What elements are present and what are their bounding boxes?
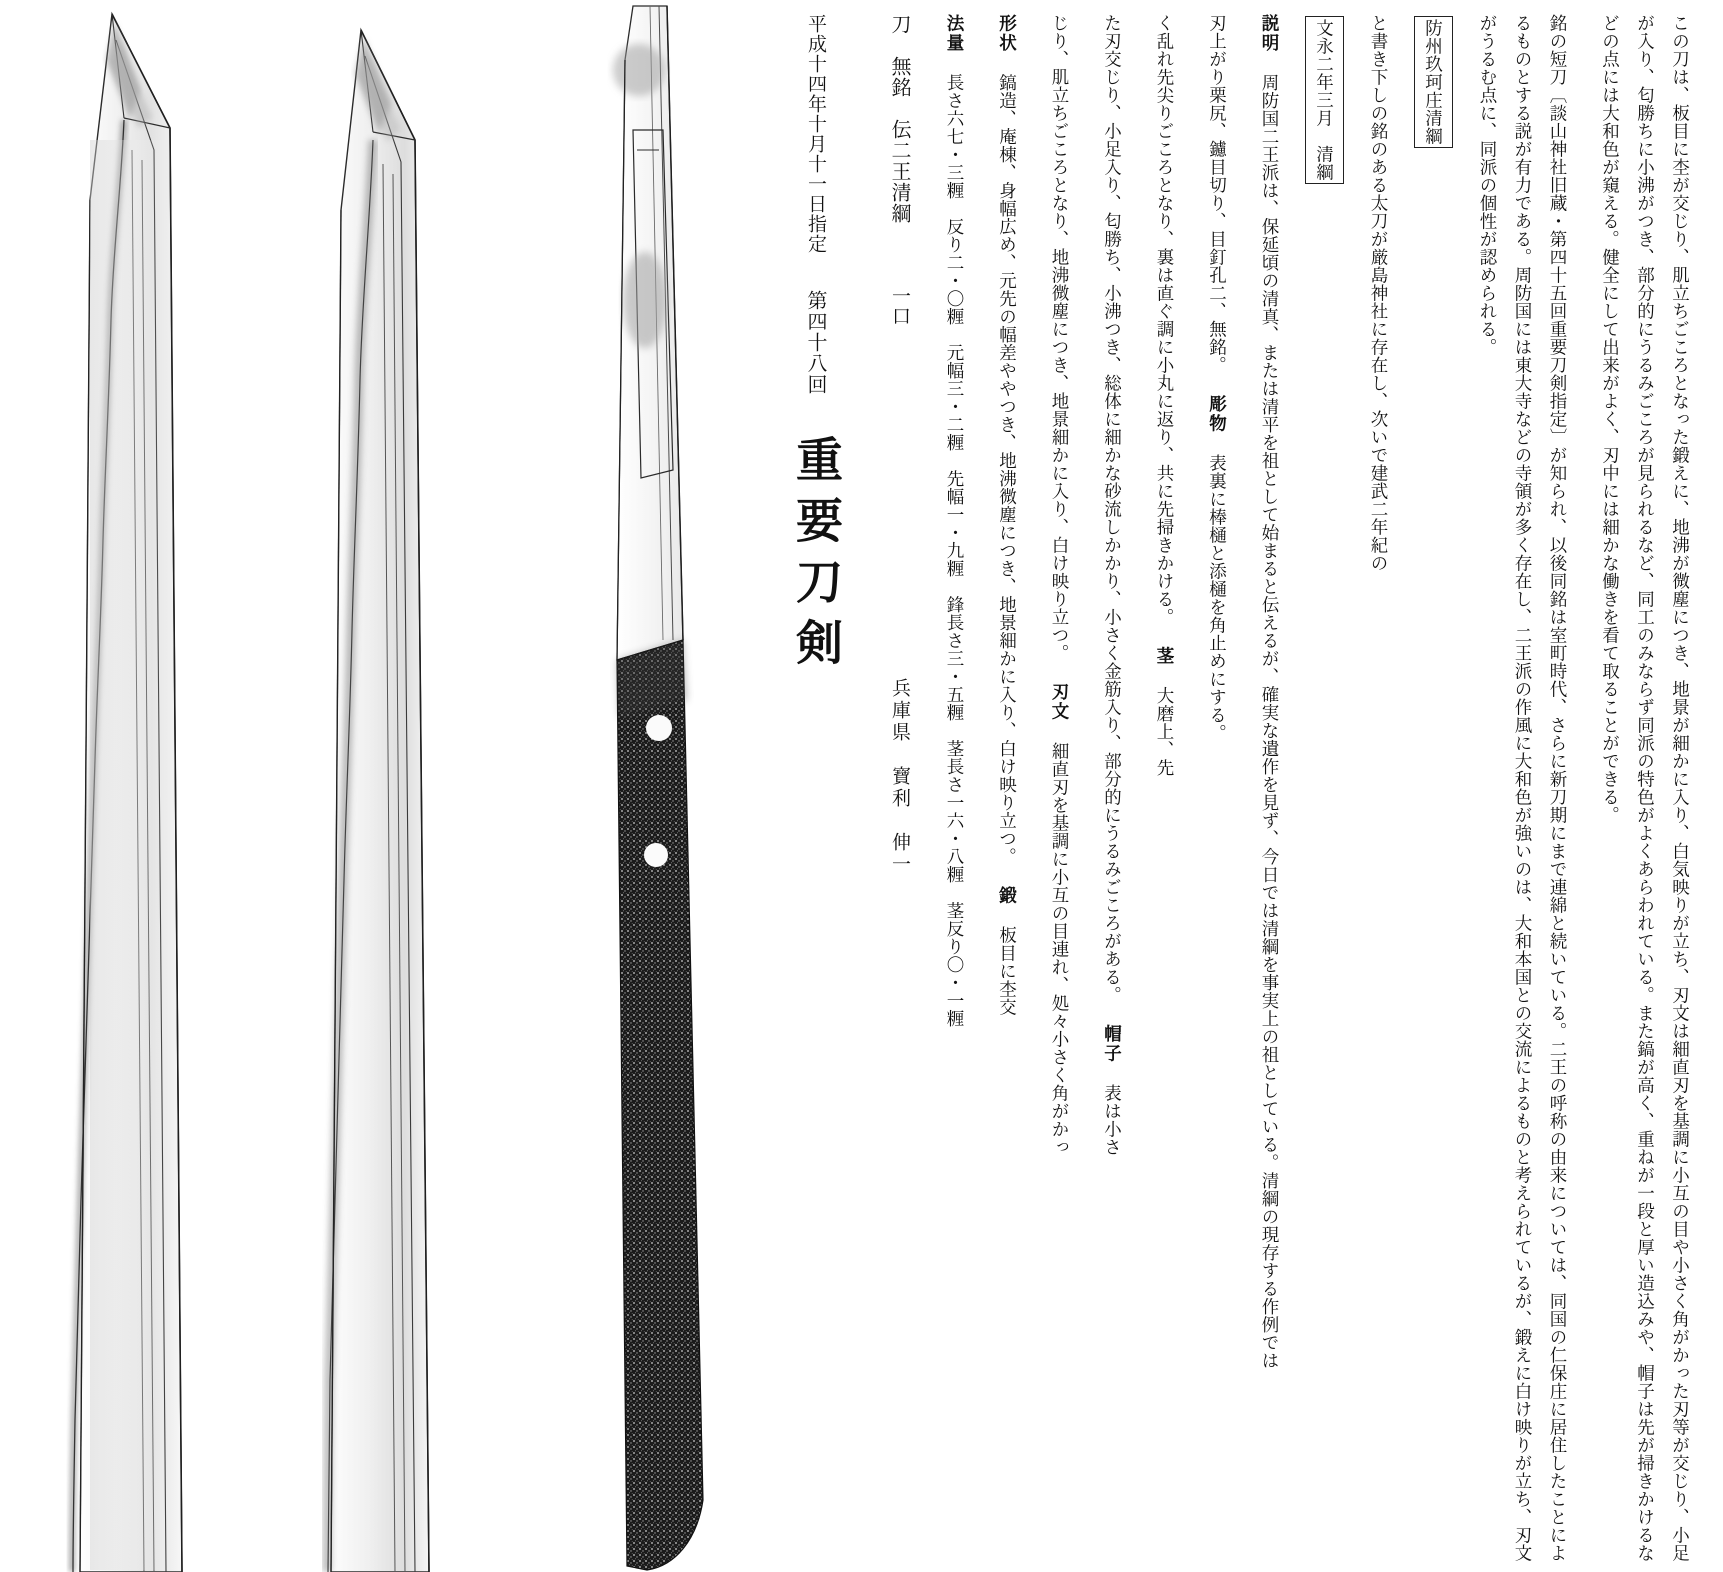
explanation-paragraph-1: 周防国二王派は、保延頃の清真、または清平を祖として始まると伝えるが、確実な遺作を見ず、今日では清綱を事実上の祖としている。清綱の現存する作例では bbox=[1260, 73, 1280, 1370]
explanation-paragraph-4: この刀は、板目に杢が交じり、肌立ちごころとなった鍛えに、地沸が微塵につき、地景が細かに入り、白気映りが立ち、刃文は細直刃を基調に小互の目や小さく角がかった刃等が交じり、小足が入り、匂勝ちに小沸がつき、部分的にうるみごころが見られるなど、同工のみならず同派の特色がよくあらわれている。また鎬が高く、重ねが一段と厚い造込みや、帽子は先が掃きかけるなどの点には大和色が窺える。健全にして出来がよく、刃中には細かな働きを看て取ることができる。 bbox=[1600, 14, 1691, 1562]
explanation-section bbox=[1252, 14, 1287, 1562]
illustration-plate bbox=[0, 0, 860, 1572]
shape-line-5 bbox=[1200, 14, 1235, 1562]
horimono-label: 彫物 bbox=[1207, 394, 1228, 434]
nakago-label: 茎 bbox=[1155, 646, 1175, 666]
shape-section bbox=[990, 14, 1025, 1562]
shape-text: 鎬造、庵棟、身幅広め、元先の幅差ややつき、地沸微塵につき、地景細かに入り、白け映り立つ。 bbox=[997, 73, 1018, 866]
item-owner: 兵庫県 寶利 伸一 bbox=[889, 678, 910, 876]
hamon-label: 刃文 bbox=[1050, 682, 1070, 722]
session-number: 第四十八回 bbox=[804, 290, 826, 395]
item-designation: 刀 無銘 伝二王清綱 bbox=[888, 14, 910, 224]
explanation-quote-2: 防州玖珂庄清綱 bbox=[1414, 16, 1453, 148]
boshi-text: 表は小さ bbox=[1102, 1084, 1123, 1156]
nakago-text: 大磨上、先 bbox=[1155, 686, 1175, 777]
measurements-section bbox=[937, 14, 972, 1562]
shape-text-3: た刃交じり、小足入り、匂勝ち、小沸つき、総体に細かな砂流しかかり、小さく金筋入り、部分的にうるみごころがある。 bbox=[1102, 14, 1123, 1004]
shape-line-3 bbox=[1095, 14, 1130, 1562]
explanation-paragraph-2: と書き下しの銘のある太刀が厳島神社に存在し、次いで建武二年紀の bbox=[1369, 14, 1389, 572]
explanation-label: 説明 bbox=[1260, 14, 1280, 53]
designation-date: 平成十四年十月十一日指定 bbox=[805, 14, 826, 254]
mekugi-ana-lower bbox=[644, 843, 668, 867]
explanation-quote-1: 文永二年三月 清綱 bbox=[1305, 16, 1344, 184]
boshi-label: 帽子 bbox=[1102, 1024, 1123, 1064]
sword-blade-detail-left bbox=[20, 0, 260, 1572]
catalog-text-block bbox=[789, 0, 1723, 1572]
item-meta bbox=[879, 14, 918, 1562]
shape-line-4 bbox=[1147, 14, 1182, 1562]
kitae-label: 鍛 bbox=[997, 886, 1018, 906]
shape-label: 形状 bbox=[997, 14, 1018, 53]
kitae-text: 板目に杢交 bbox=[997, 926, 1018, 1016]
horimono-text: 表裏に棒樋と添樋を角止めにする。 bbox=[1207, 454, 1228, 742]
shape-text-5: 刃上がり栗尻、鑢目切り、目釘孔二、無銘。 bbox=[1207, 14, 1228, 374]
page-title: 重要刀剣 bbox=[789, 435, 841, 679]
measurements-text: 長さ六七・三糎 反り二・〇糎 元幅三・二糎 先幅一・九糎 鋒長さ三・五糎 茎長さ一六・八糎 茎反り〇・一糎 bbox=[945, 73, 965, 1028]
explanation-paragraph-3: 銘の短刀〔談山神社旧蔵・第四十五回重要刀剣指定〕が知られ、以後同銘は室町時代、さらに新刀期にまで連綿と続いている。二王の呼称の由来については、同国の仁保庄に居住したことによるものとする説が有力である。周防国には東大寺などの寺領が多く存在し、二王派の作風に大和色が強いのは、大和本国との交流によるものと考えられているが、鍛えに白け映りが立ち、刃文がうるむ点に、同派の個性が認められる。 bbox=[1478, 14, 1568, 1562]
item-count: 一口 bbox=[889, 286, 910, 326]
shape-text-2: じり、肌立ちごころとなり、地沸微塵につき、地景細かに入り、白け映り立つ。 bbox=[1050, 14, 1070, 662]
sword-blade-detail-middle bbox=[265, 0, 505, 1572]
hamon-text: 細直刃を基調に小互の目連れ、処々小さく角がかっ bbox=[1050, 742, 1070, 1156]
page-header bbox=[768, 14, 860, 1562]
shape-text-4: く乱れ先尖りごころとなり、裏は直ぐ調に小丸に返り、共に先掃きかける。 bbox=[1155, 14, 1175, 626]
measurements-label: 法量 bbox=[945, 14, 965, 53]
shape-line-2 bbox=[1042, 14, 1077, 1562]
mekugi-ana-upper bbox=[646, 715, 672, 741]
